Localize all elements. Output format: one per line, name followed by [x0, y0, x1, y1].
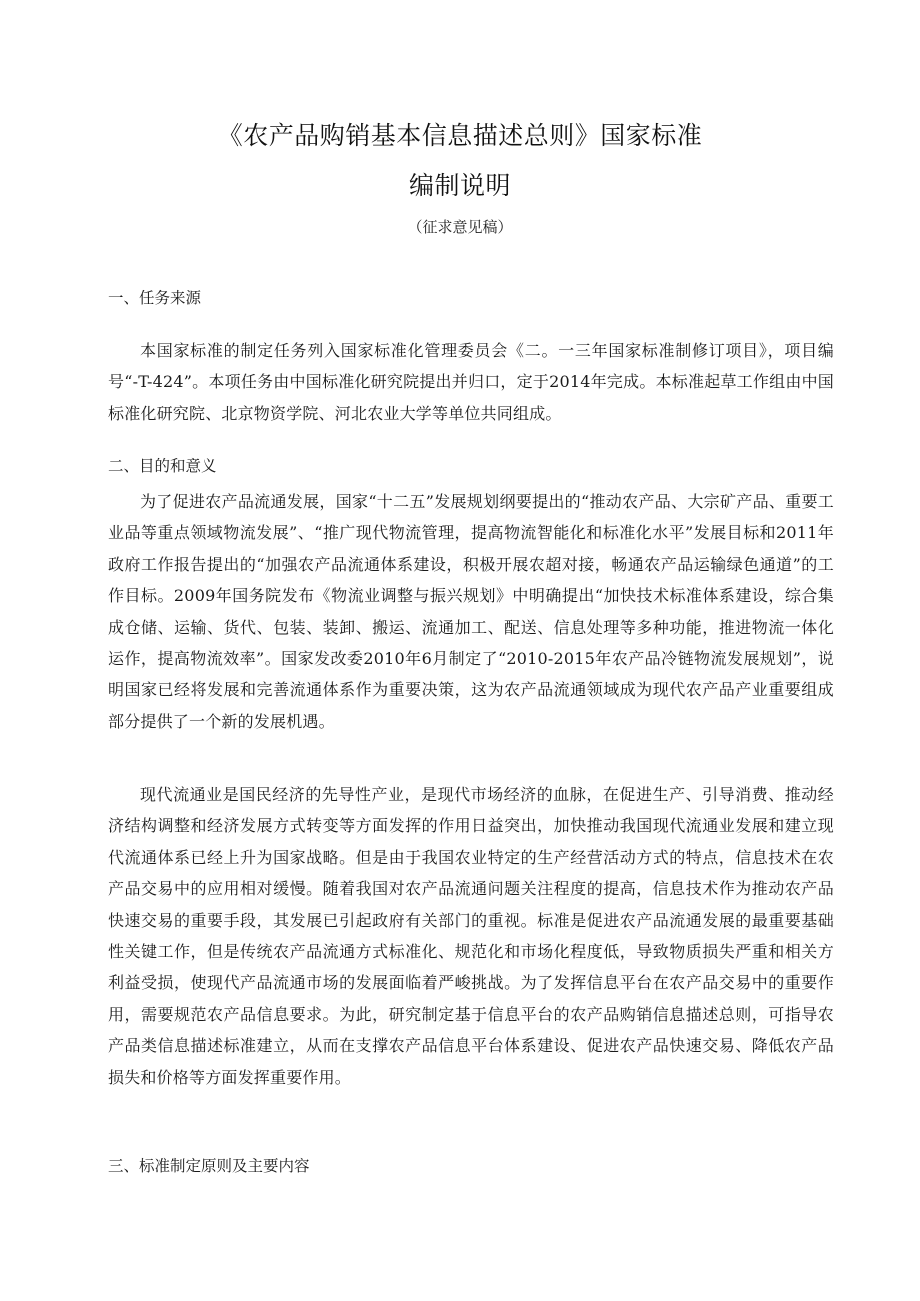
- document-title-line2: 编制说明: [408, 171, 511, 200]
- section-paragraph: 为了促进农产品流通发展，国家“十二五”发展规划纲要提出的“推动农产品、大宗矿产品、重要工业品等重点领域物流发展”、“推广现代物流管理，提高物流智能化和标准化水平”发展目标和2011年政府工作报告提出的“加强农产品流通体系建设，积极开展农超对接，畅通农产品运输绿色通道”的工作目标。2009年国务院发布《物流业调整与振兴规划》中明确提出“加快技术标准体系建设，综合集成仓储、运输、货代、包装、装卸、搬运、流通加工、配送、信息处理等多种功能，推进物流一体化运作，提高物流效率”。国家发改委2010年6月制定了“2010-2015年农产品冷链物流发展规划”，说明国家已经将发展和完善流通体系作为重要决策，这为农产品流通领域成为现代农产品产业重要组成部分提供了一个新的发展机遇。: [108, 492, 834, 731]
- document-subtitle: （征求意见稿）: [407, 218, 513, 236]
- section-heading-principles: 三、标准制定原则及主要内容: [108, 1157, 310, 1175]
- section-heading-purpose: 二、目的和意义: [108, 457, 217, 475]
- section-paragraph: 本国家标准的制定任务列入国家标准化管理委员会《二。一三年国家标准制修订项目》，项目编号“-T-424”。本项任务由中国标准化研究院提出并归口，定于2014年完成。本标准起草工作组由中国标准化研究院、北京物资学院、河北农业大学等单位共同组成。: [108, 341, 834, 423]
- section-heading-task-source: 一、任务来源: [108, 289, 202, 307]
- section-paragraph: 现代流通业是国民经济的先导性产业，是现代市场经济的血脉，在促进生产、引导消费、推动经济结构调整和经济发展方式转变等方面发挥的作用日益突出，加快推动我国现代流通业发展和建立现代流通体系已经上升为国家战略。但是由于我国农业特定的生产经营活动方式的特点，信息技术在农产品交易中的应用相对缓慢。随着我国对农产品流通问题关注程度的提高，信息技术作为推动农产品快速交易的重要手段，其发展已引起政府有关部门的重视。标准是促进农产品流通发展的最重要基础性关键工作，但是传统农产品流通方式标准化、规范化和市场化程度低，导致物质损失严重和相关方利益受损，使现代产品流通市场的发展面临着严峻挑战。为了发挥信息平台在农产品交易中的重要作用，需要规范农产品信息要求。为此，研究制定基于信息平台的农产品购销信息描述总则，可指导农产品类信息描述标准建立，从而在支撑农产品信息平台体系建设、促进农产品快速交易、降低农产品损失和价格等方面发挥重要作用。: [108, 785, 834, 1087]
- document-title: 《农产品购销基本信息描述总则》国家标准: [217, 121, 703, 150]
